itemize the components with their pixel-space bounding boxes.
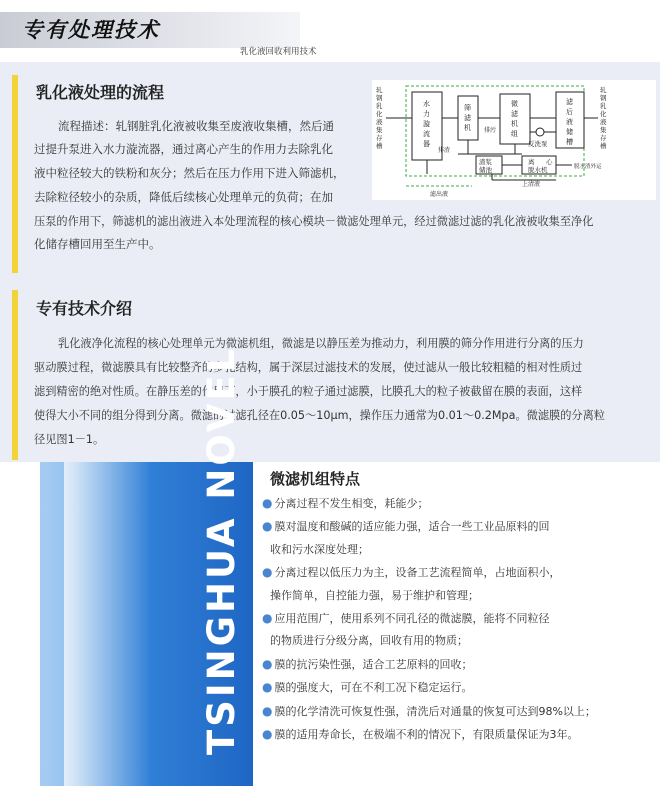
discharge-label: 排污 [484,127,497,134]
svg-text:力: 力 [423,110,430,118]
label-char: 钢 [376,94,383,102]
page-title: 专有处理技术 [22,18,160,42]
svg-text:液: 液 [600,118,607,126]
process-line: 流程描述：轧钢脏乳化液被收集至废液收集槽，然后通 [58,119,334,133]
svg-text:滤: 滤 [511,110,518,118]
tech-line: 乳化液净化流程的核心处理单元为微滤机组，微滤是以静压差为推动力，利用膜的筛分作用进行分离的压力 [58,337,584,350]
section-accent-bar [12,290,18,460]
tech-line: 驱动膜过程，微滤膜具有比较整齐的多孔结构，属于深层过滤技术的发展，使过滤从一般比较粗糙的相对性质过 [34,361,583,374]
label-char: 轧 [376,86,383,94]
feature-item-continued: 操作简单，自控能力强，易于维护和管理； [270,588,479,602]
svg-text:滤: 滤 [464,114,471,122]
feature-item: ● 膜的化学清洗可恢复性强，清洗后对通量的恢复可达到98%以上； [262,703,596,718]
svg-text:化: 化 [600,110,607,118]
svg-text:储: 储 [566,128,573,136]
bullet-icon: ● [262,565,273,580]
brand-stripe [40,462,64,786]
svg-text:离: 离 [528,158,535,166]
feature-item: ● 膜的适用寿命长，在极端不利的情况下，有限质量保证为3年。 [262,727,579,742]
diagram-left-label [376,85,383,150]
svg-text:组: 组 [511,130,518,138]
features-list [262,492,654,746]
process-flow-diagram [372,80,656,200]
tech-line: 使得大小不同的组分得到分离。微滤的过滤孔径在0.05～10μm，操作压力通常为0.01～0.2Mpa。微滤膜的分离粒 [34,409,605,422]
svg-text:脱水机: 脱水机 [528,166,548,174]
section-title-process: 乳化液处理的流程 [36,83,165,102]
svg-text:槽: 槽 [566,138,573,146]
upper-liquid-label: 上清液 [522,181,541,188]
feature-item-continued: 收和污水深度处理； [270,542,369,556]
pump-icon [536,128,544,136]
svg-text:乳: 乳 [600,102,607,110]
bullet-icon: ● [262,680,273,695]
section-title-tech: 专有技术介绍 [36,299,133,318]
section-accent-bar [12,75,18,273]
drain-label: 排渣 [438,147,451,154]
svg-text:滤: 滤 [566,98,573,106]
feature-item: ● 膜对温度和酸碱的适应能力强，适合一些工业品原料的回 [262,519,550,534]
diagram-right-label [600,85,607,150]
svg-text:钢: 钢 [600,94,607,102]
bullet-icon: ● [262,611,273,626]
svg-text:水: 水 [423,100,430,108]
svg-text:器: 器 [423,140,430,148]
svg-text:机: 机 [464,124,471,132]
svg-text:存: 存 [600,134,607,142]
process-line: 化储存槽回用至生产中。 [34,237,161,251]
process-line: 去除粒径较小的杂质，降低后续核心处理单元的负荷；在加 [34,190,333,204]
label-char: 存 [376,134,383,142]
feature-item: ● 膜的强度大，可在不利工况下稳定运行。 [262,680,473,695]
feature-item-continued: 的物质进行分级分离，回收有用的物质； [270,634,468,648]
page-subtitle: 乳化液回收利用技术 [240,47,317,57]
bullet-icon: ● [262,727,273,742]
svg-text:槽: 槽 [600,142,607,150]
svg-text:轧: 轧 [600,86,607,94]
process-line: 过提升泵进入水力漩流器，通过离心产生的作用力去除乳化 [34,142,333,156]
backwash-pump-label: 反洗泵 [528,140,548,148]
svg-text:集: 集 [600,126,607,134]
label-char: 化 [376,110,383,118]
features-title: 微滤机组特点 [270,470,361,488]
feature-item: ● 分离过程不发生相变，耗能少； [262,496,429,510]
svg-text:微: 微 [511,100,518,108]
svg-text:液: 液 [566,118,573,126]
waste-residue-label: 脱水渣外运 [574,164,602,170]
feature-item: ● 分离过程以低压力为主，设备工艺流程简单，占地面积小， [262,565,561,580]
feature-item: ● 膜的抗污染性强，适合工艺原料的回收； [262,656,473,671]
filtrate-out-label: 滤出液 [430,191,449,198]
label-char: 乳 [376,102,383,110]
bullet-icon: ● [262,656,273,671]
label-char: 槽 [376,142,383,150]
process-line: 液中粒径较大的铁粉和灰分；然后在压力作用下进入筛滤机， [34,166,345,180]
svg-text:后: 后 [566,108,573,116]
brand-name: TSINGHUA NOVEL [200,345,243,755]
bullet-icon: ● [262,703,273,718]
svg-text:储池: 储池 [479,166,492,174]
svg-text:流: 流 [423,130,430,138]
tech-line: 滤到精密的绝对性质。在静压差的作用下，小于膜孔的粒子通过滤膜，比膜孔大的粒子被截留在膜的表面，这样 [34,385,583,398]
svg-text:机: 机 [511,120,518,128]
label-char: 集 [376,126,383,134]
bullet-icon: ● [262,519,273,534]
tech-line: 径见图1－1。 [34,433,105,446]
feature-item: ● 应用范围广，使用系列不同孔径的微滤膜，能将不同粒径 [262,611,550,626]
bullet-icon: ● [262,496,273,510]
process-line: 压泵的作用下，筛滤机的滤出液进入本处理流程的核心模块－微滤处理单元，经过微滤过滤的乳化液被收集至净化 [34,215,594,228]
svg-text:心: 心 [546,158,553,166]
label-char: 液 [376,118,383,126]
page-header [0,0,660,62]
svg-text:漩: 漩 [423,120,430,128]
flow-diagram-svg [372,80,656,200]
svg-text:渣浆: 渣浆 [479,158,492,166]
svg-text:筛: 筛 [464,104,471,112]
